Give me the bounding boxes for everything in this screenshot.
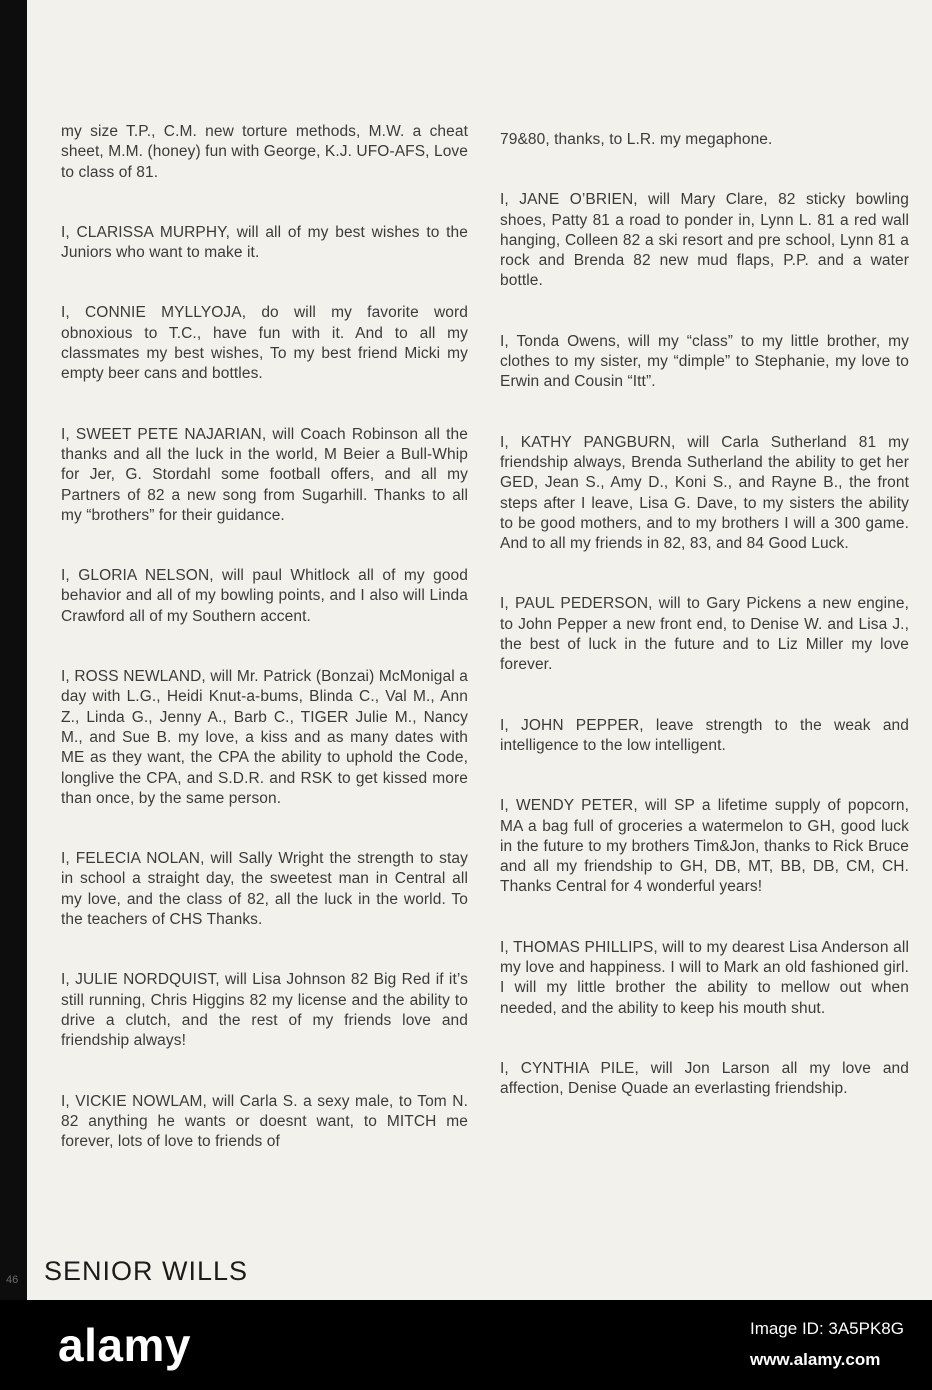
will-paragraph: I, JOHN PEPPER, leave strength to the weak and intelligence to the low intelligent. [500,716,909,754]
right-column [500,130,909,1140]
will-paragraph: I, VICKIE NOWLAM, will Carla S. a sexy male, to Tom N. 82 anything he wants or doesnt want, to MITCH me forever, lots of love to friends of [61,1092,468,1151]
alamy-logo: alamy [58,1319,191,1371]
will-paragraph: I, CYNTHIA PILE, will Jon Larson all my love and affection, Denise Quade an everlasting friendship. [500,1059,909,1098]
watermark-bar [0,1300,932,1390]
will-paragraph: I, THOMAS PHILLIPS, will to my dearest Lisa Anderson all my love and happiness. I will to Mark an old fashioned girl. I will my little brother the ability to mellow out when needed, and the ability to keep his mouth shut. [500,938,909,1017]
watermark-url: www.alamy.com [749,1350,881,1369]
left-column [61,122,468,1192]
page-number: 46 [6,1274,19,1286]
will-paragraph: I, PAUL PEDERSON, will to Gary Pickens a new engine, to John Pepper a new front end, to Denise W. and Lisa J., the best of luck in the future and to Liz Miller my love forever. [500,595,909,674]
section-title: SENIOR WILLS [44,1256,249,1286]
will-paragraph: I, CONNIE MYLLYOJA, do will my favorite word obnoxious to T.C., have fun with it. And to all my classmates my best wishes, To my best friend Micki my empty beer cans and bottles. [61,304,468,383]
will-paragraph: I, ROSS NEWLAND, will Mr. Patrick (Bonzai) McMonigal a day with L.G., Heidi Knut-a-bums, Blinda C., Val M., Ann Z., Linda G., Jenny A., Barb C., TIGER Julie M., Nancy M., and Sue B. my love, a kiss and as many dates with ME as they want, the CPA the ability to uphold the Code, longlive the CPA, and S.D.R. and RSK to get kissed more than once, by the same person. [61,668,468,807]
will-paragraph: I, SWEET PETE NAJARIAN, will Coach Robinson all the thanks and all the luck in the world, M Beier a Bull-Whip for Jer, G. Stordahl some football offers, and all my Partners of 82 a new song from Sugarhill. Thanks to all my “brothers” for their guidance. [61,425,468,524]
will-paragraph: I, GLORIA NELSON, will paul Whitlock all of my good behavior and all of my bowling points, and I also will Linda Crawford all of my Southern accent. [61,567,468,625]
will-paragraph: I, Tonda Owens, will my “class” to my little brother, my clothes to my sister, my “dimple” to Stephanie, my love to Erwin and Cousin “Itt”. [500,332,909,391]
will-paragraph: I, FELECIA NOLAN, will Sally Wright the strength to stay in school a straight day, the sweetest man in Central all my love, and the class of 82, all the luck in the world. To the teachers of CHS Thanks. [61,850,468,929]
will-paragraph: I, JULIE NORDQUIST, will Lisa Johnson 82 Big Red if it’s still running, Chris Higgins 82 my license and the ability to drive a clutch, and the rest of my friends love and friendship always! [61,971,468,1050]
will-paragraph: my size T.P., C.M. new torture methods, M.W. a cheat sheet, M.M. (honey) fun with George, K.J. UFO-AFS, Love to class of 81. [61,123,468,181]
watermark-info [750,1314,904,1375]
will-paragraph: 79&80, thanks, to L.R. my megaphone. [500,131,773,148]
will-paragraph: I, WENDY PETER, will SP a lifetime supply of popcorn, MA a bag full of groceries a watermelon to GH, good luck in the future to my brothers Tim&Jon, thanks to Rick Bruce and all my friendship to GH, DB, MT, BB, DB, CM, CH. Thanks Central for 4 wonderful years! [500,797,909,896]
will-paragraph: I, CLARISSA MURPHY, will all of my best wishes to the Juniors who want to make it. [61,223,468,262]
will-paragraph: I, JANE O’BRIEN, will Mary Clare, 82 sticky bowling shoes, Patty 81 a road to ponder in, Lynn L. 81 a red wall hanging, Colleen 82 a ski resort and pre school, Lynn 81 a rock and Brenda 82 new mud flaps, P.P. and a water bottle. [500,191,909,290]
watermark-image-id: Image ID: 3A5PK8G [749,1319,904,1339]
scan-edge-strip [0,0,27,1302]
will-paragraph: I, KATHY PANGBURN, will Carla Sutherland 81 my friendship always, Brenda Sutherland the ability to get her GED, Jean S., Amy D., Koni S., and Rayne B., the front steps after I leave, Lisa G. Dave, to my sisters the ability to be good mothers, and to my brothers I will a 300 game. And to all my friends in 82, 83, and 84 Good Luck. [500,433,909,553]
